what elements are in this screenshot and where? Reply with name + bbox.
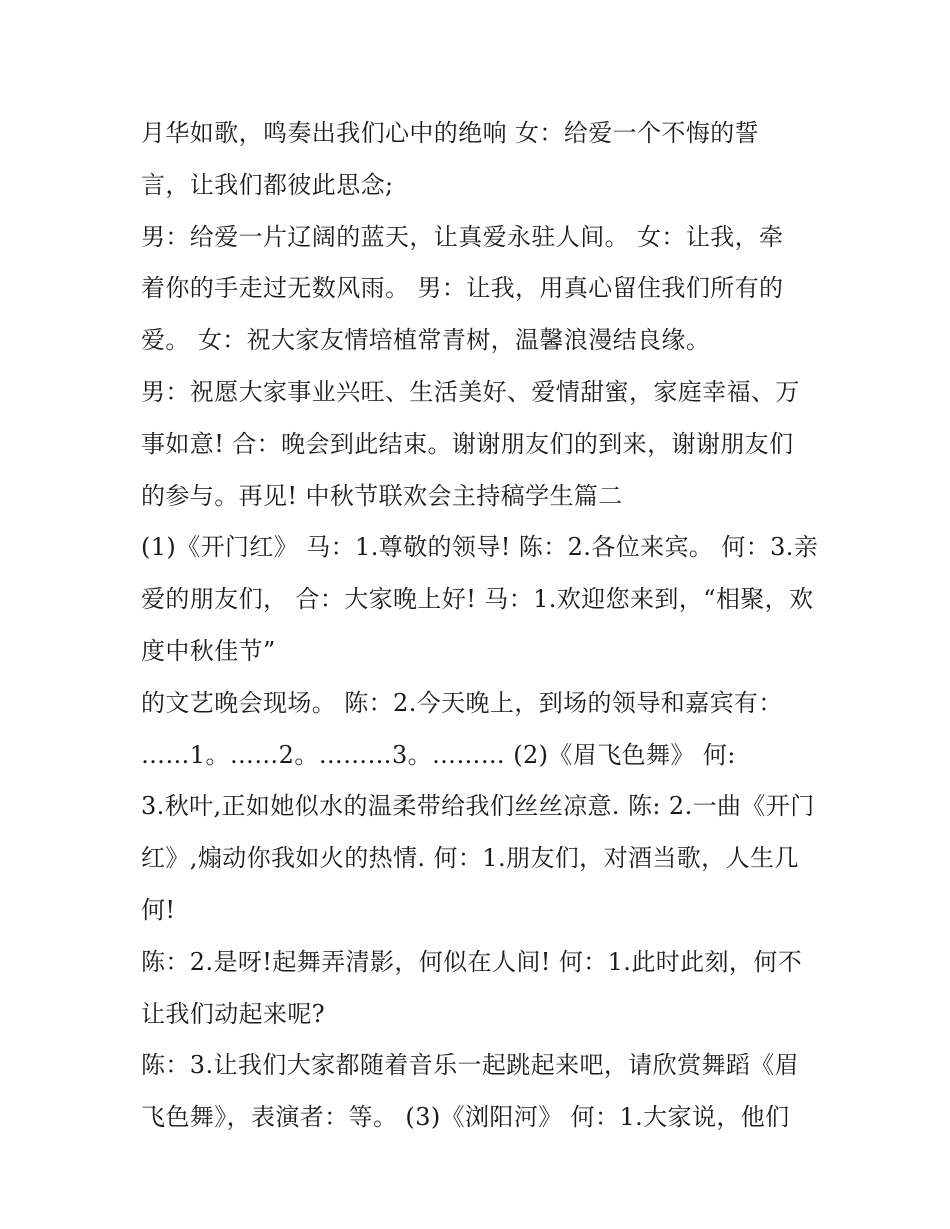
text-line: 爱。 女：祝大家友情培植常青树，温馨浪漫结良缘。 — [141, 326, 711, 355]
text-line: 让我们动起来呢? — [141, 999, 326, 1028]
text-line: 3.秋叶,正如她似水的温柔带给我们丝丝凉意. 陈: 2.一曲《开门 — [141, 792, 815, 821]
text-line: 何! — [141, 895, 176, 924]
text-line: 男：祝愿大家事业兴旺、生活美好、爱情甜蜜，家庭幸福、万 — [141, 377, 800, 406]
text-line: 事如意! 合：晚会到此结束。谢谢朋友们的到来，谢谢朋友们 — [141, 429, 794, 458]
text-line: 男：给爱一片辽阔的蓝天，让真爱永驻人间。 女：让我，牵 — [141, 222, 784, 251]
text-line: 月华如歌，鸣奏出我们心中的绝响 女：给爱一个不悔的誓 — [141, 119, 760, 147]
text-line: 的文艺晚会现场。 陈：2.今天晚上，到场的领导和嘉宾有： — [141, 688, 783, 717]
document-body — [141, 108, 821, 1144]
text-line: 陈：3.让我们大家都随着音乐一起跳起来吧，请欣赏舞蹈《眉 — [141, 1051, 800, 1080]
text-line: 陈：2.是呀!起舞弄清影，何似在人间! 何：1.此时此刻，何不 — [141, 947, 803, 976]
text-line: 飞色舞》，表演者：等。 (3)《浏阳河》 何：1.大家说，他们 — [141, 1103, 790, 1132]
text-line: ……1。……2。………3。……… (2)《眉飞色舞》 何: — [141, 740, 736, 769]
text-line: (1)《开门红》 马：1.尊敬的领导! 陈：2.各位来宾。 何：3.亲 — [141, 533, 819, 562]
text-line: 爱的朋友们， 合：大家晚上好! 马：1.欢迎您来到，“相聚，欢 — [141, 585, 814, 614]
text-line: 言，让我们都彼此思念; — [141, 170, 394, 199]
text-line: 的参与。再见! 中秋节联欢会主持稿学生篇二 — [141, 481, 623, 510]
text-line: 着你的手走过无数风雨。 男：让我，用真心留住我们所有的 — [141, 274, 784, 303]
text-line: 度中秋佳节” — [141, 636, 276, 665]
text-line: 红》,煽动你我如火的热情. 何：1.朋友们，对酒当歌，人生几 — [141, 844, 799, 873]
